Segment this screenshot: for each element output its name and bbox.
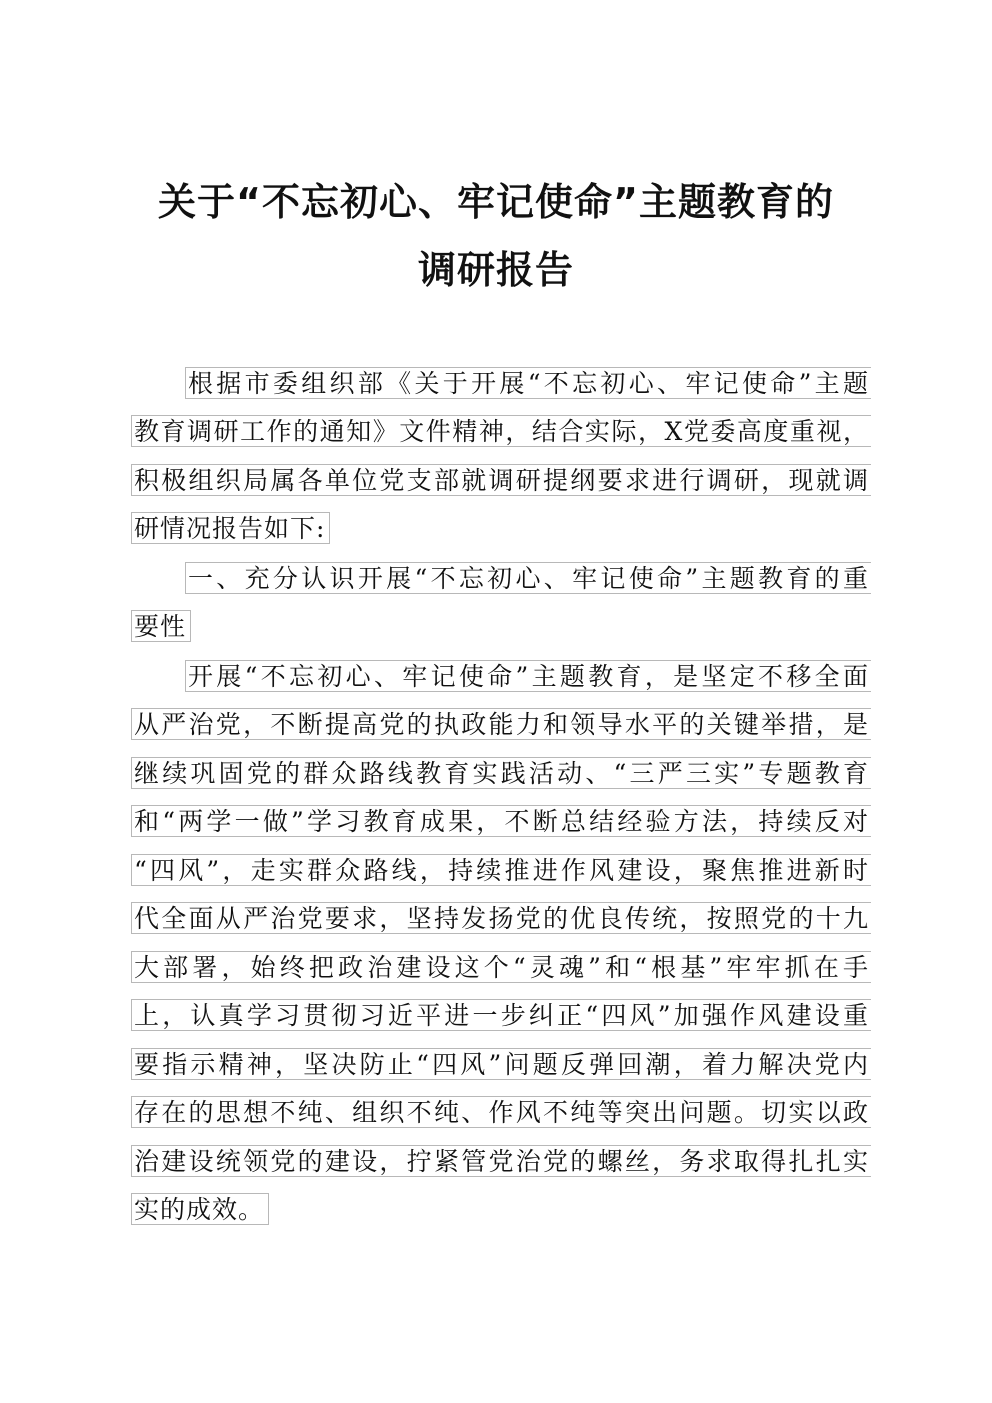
paragraph-2-line-12: 实的成效。	[131, 1193, 269, 1225]
paragraph-2-line-10: 存在的思想不纯、组织不纯、作风不纯等突出问题。切实以政	[131, 1096, 871, 1128]
paragraph-1-line-2: 教育调研工作的通知》文件精神，结合实际，X党委高度重视，	[131, 415, 871, 447]
section-heading-1-line-1: 一、充分认识开展“不忘初心、牢记使命”主题教育的重	[185, 562, 871, 594]
paragraph-2-line-2: 从严治党，不断提高党的执政能力和领导水平的关键举措，是	[131, 708, 871, 740]
paragraph-2-line-4: 和“两学一做”学习教育成果，不断总结经验方法，持续反对	[131, 805, 871, 837]
paragraph-2-line-11: 治建设统领党的建设，拧紧管党治党的螺丝，务求取得扎扎实	[131, 1145, 871, 1177]
paragraph-2-line-1: 开展“不忘初心、牢记使命”主题教育，是坚定不移全面	[185, 660, 871, 692]
paragraph-1-line-4: 研情况报告如下:	[131, 512, 330, 544]
paragraph-2-line-6: 代全面从严治党要求，坚持发扬党的优良传统，按照党的十九	[131, 902, 871, 934]
section-heading-1-line-2: 要性	[131, 610, 191, 642]
paragraph-2-line-7: 大部署，始终把政治建设这个“灵魂”和“根基”牢牢抓在手	[131, 951, 871, 983]
paragraph-2-line-8: 上，认真学习贯彻习近平进一步纠正“四风”加强作风建设重	[131, 999, 871, 1031]
document-title-line-2: 调研报告	[417, 248, 574, 292]
paragraph-2-line-9: 要指示精神，坚决防止“四风”问题反弹回潮，着力解决党内	[131, 1048, 871, 1080]
document-title-line-1: 关于“不忘初心、牢记使命”主题教育的	[158, 180, 834, 224]
paragraph-2-line-3: 继续巩固党的群众路线教育实践活动、“三严三实”专题教育	[131, 757, 871, 789]
paragraph-2-line-5: “四风”，走实群众路线，持续推进作风建设，聚焦推进新时	[131, 854, 871, 886]
paragraph-1-line-1: 根据市委组织部《关于开展“不忘初心、牢记使命”主题	[185, 367, 871, 399]
paragraph-1-line-3: 积极组织局属各单位党支部就调研提纲要求进行调研，现就调	[131, 464, 871, 496]
